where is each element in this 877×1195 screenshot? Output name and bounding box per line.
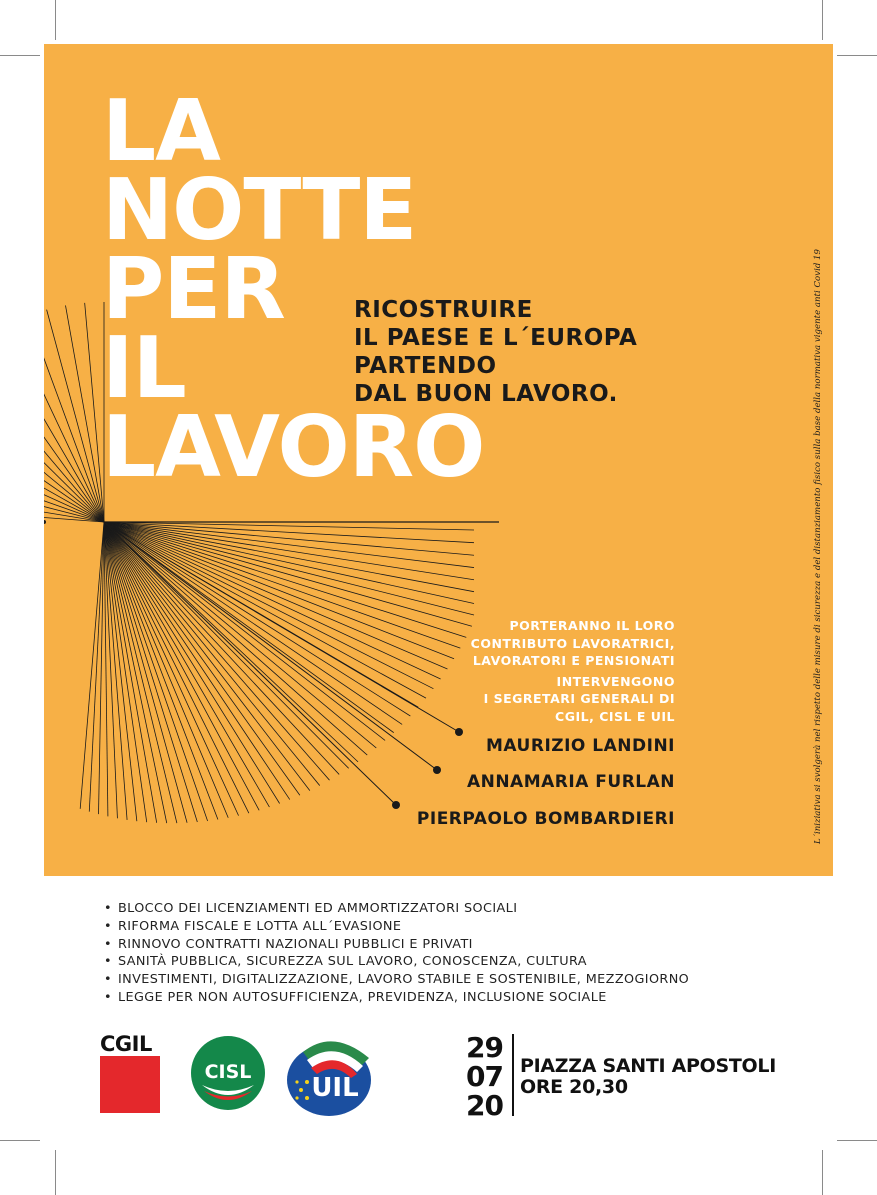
- info-line: CONTRIBUTO LAVORATRICI,: [470, 635, 675, 651]
- date-year: 20: [466, 1089, 503, 1122]
- covid-safety-note: L´iniziativa si svolgerà nel rispetto delle misure di sicurezza e del distanziamento fisico sulla base della normativa vigente anti Covid 19: [813, 249, 823, 844]
- list-item: • INVESTIMENTI, DIGITALIZZAZIONE, LAVORO STABILE E SOSTENIBILE, MEZZOGIORNO: [104, 971, 689, 989]
- subtitle-line: IL PAESE E L´EUROPA: [354, 325, 638, 351]
- title-line: NOTTE: [102, 161, 417, 260]
- sun-ray: [80, 522, 104, 809]
- crop-mark: [55, 0, 56, 40]
- info-line: LAVORATORI E PENSIONATI: [472, 653, 675, 668]
- pointer-dot: [433, 766, 441, 774]
- sun-ray: [99, 522, 104, 814]
- pointer-dot: [392, 801, 400, 809]
- demands-list: [104, 900, 689, 1007]
- poster-title: [102, 82, 485, 497]
- title-line: LA: [102, 82, 220, 181]
- crop-mark: [0, 1140, 40, 1141]
- sun-ray: [44, 342, 104, 522]
- poster-subtitle: [354, 296, 637, 408]
- pointer-dot: [455, 728, 463, 736]
- sun-ray: [89, 522, 104, 812]
- list-item: • RINNOVO CONTRATTI NAZIONALI PUBBLICI E PRIVATI: [104, 936, 689, 954]
- list-item: • RIFORMA FISCALE E LOTTA ALL´EVASIONE: [104, 918, 689, 936]
- sun-ray: [44, 431, 104, 522]
- event-location: [520, 1056, 776, 1098]
- crop-mark: [837, 55, 877, 56]
- crop-mark: [0, 55, 40, 56]
- sun-ray: [104, 522, 426, 698]
- crop-mark: [822, 1150, 823, 1195]
- event-place: PIAZZA SANTI APOSTOLI: [520, 1055, 776, 1077]
- speaker-name: PIERPAOLO BOMBARDIERI: [416, 809, 675, 829]
- event-date: [466, 1033, 503, 1120]
- intervene-line: I SEGRETARI GENERALI DI: [483, 691, 675, 706]
- cisl-logo: [190, 1035, 266, 1111]
- date-month: 07: [466, 1060, 503, 1093]
- sun-center: [44, 520, 46, 524]
- uil-logo: [283, 1030, 375, 1120]
- info-line: PORTERANNO IL LORO: [509, 618, 675, 633]
- cgil-logo-text: CGIL: [100, 1032, 152, 1056]
- sun-ray: [104, 522, 290, 800]
- poster-panel: [44, 44, 833, 876]
- sun-ray: [104, 522, 239, 816]
- title-line: LAVORO: [102, 398, 485, 497]
- intervene-line: CGIL, CISL E UIL: [555, 708, 675, 724]
- sun-ray: [104, 522, 259, 810]
- cisl-logo-text: CISL: [204, 1061, 252, 1083]
- subtitle-line: PARTENDO: [354, 353, 497, 379]
- sun-ray: [44, 414, 104, 522]
- sun-ray: [104, 522, 320, 786]
- participants-info: [471, 617, 675, 725]
- date-divider: [512, 1034, 514, 1116]
- list-item: • LEGGE PER NON AUTOSUFFICIENZA, PREVIDENZA, INCLUSIONE SOCIALE: [104, 989, 689, 1007]
- crop-mark: [55, 1150, 56, 1195]
- subtitle-line: RICOSTRUIRE: [354, 297, 533, 323]
- cgil-logo: [100, 1034, 160, 1114]
- subtitle-line: DAL BUON LAVORO.: [354, 381, 618, 407]
- sun-ray: [104, 522, 330, 780]
- sun-ray: [47, 310, 104, 522]
- list-item: • BLOCCO DEI LICENZIAMENTI ED AMMORTIZZATORI SOCIALI: [104, 900, 689, 918]
- date-day: 29: [466, 1031, 503, 1064]
- speaker-pointer-line: [104, 522, 437, 770]
- cgil-red-square: [100, 1056, 160, 1113]
- speaker-name: MAURIZIO LANDINI: [486, 736, 675, 756]
- title-line: PER: [102, 240, 285, 339]
- intervene-line: INTERVENGONO: [556, 673, 675, 689]
- speaker-name: ANNAMARIA FURLAN: [466, 772, 675, 792]
- uil-logo-text: UIL: [311, 1073, 359, 1103]
- sun-ray: [104, 522, 441, 679]
- title-line: IL: [102, 319, 186, 418]
- crop-mark: [822, 0, 823, 40]
- list-item: • SANITÀ PUBBLICA, SICUREZZA SUL LAVORO, CONOSCENZA, CULTURA: [104, 953, 689, 971]
- crop-mark: [837, 1140, 877, 1141]
- sun-ray: [104, 522, 167, 823]
- sun-ray: [104, 522, 402, 724]
- event-time: ORE 20,30: [520, 1076, 628, 1098]
